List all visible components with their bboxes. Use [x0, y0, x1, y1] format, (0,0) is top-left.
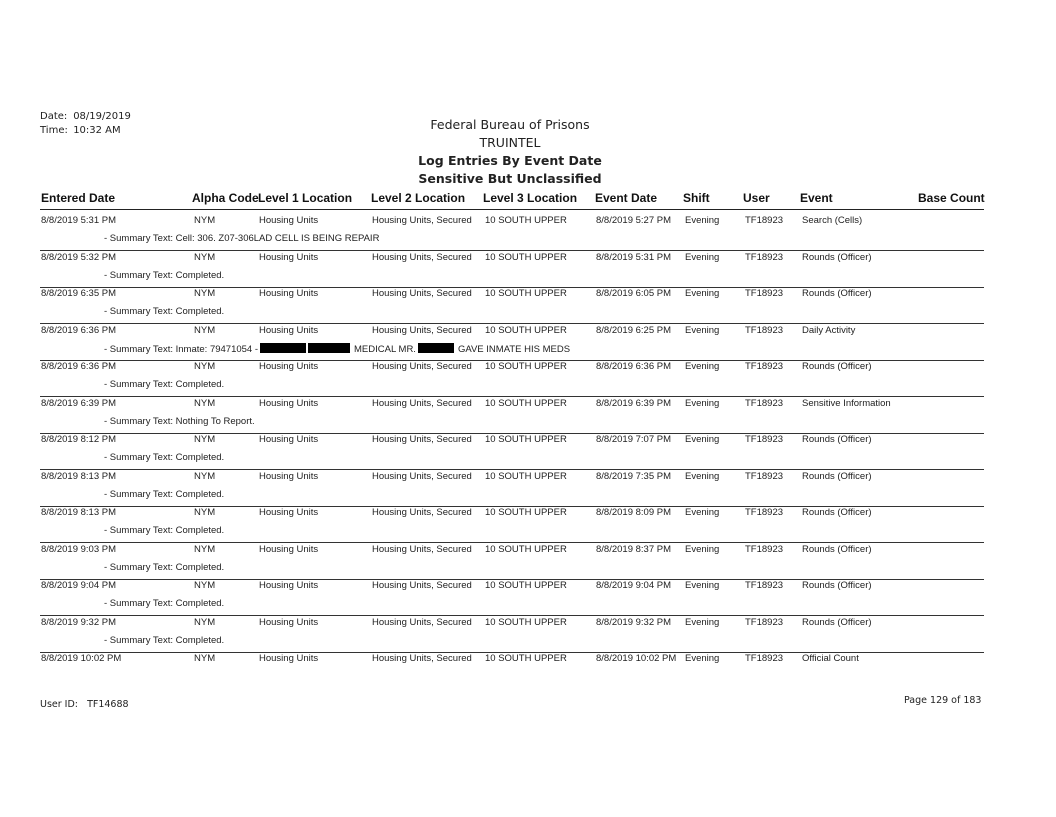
- level1-location-cell: Housing Units: [259, 507, 319, 518]
- entered-date-cell: 8/8/2019 6:39 PM: [41, 397, 116, 409]
- alpha-code-cell: NYM: [194, 397, 216, 409]
- level3-location-cell: 10 SOUTH UPPER: [485, 361, 567, 372]
- summary-text-value: - Summary Text: Completed.: [104, 561, 225, 573]
- summary-text: [104, 489, 224, 500]
- event-date-cell: 8/8/2019 10:02 PM: [596, 653, 677, 664]
- level3-location-cell: 10 SOUTH UPPER: [485, 653, 567, 664]
- summary-text: [104, 343, 570, 355]
- shift-cell: Evening: [685, 434, 720, 445]
- shift-cell: Evening: [685, 215, 720, 226]
- summary-medical-text: MEDICAL MR.: [354, 343, 416, 355]
- entered-date-cell: 8/8/2019 9:03 PM: [41, 543, 116, 555]
- user-cell: TF18923: [745, 251, 784, 263]
- level2-location-cell: Housing Units, Secured: [372, 653, 472, 664]
- col-level3-location: Level 3 Location: [483, 191, 578, 205]
- entered-date-cell: 8/8/2019 6:36 PM: [41, 361, 116, 372]
- level3-location-cell: 10 SOUTH UPPER: [485, 543, 567, 555]
- entered-date-cell: 8/8/2019 5:32 PM: [41, 251, 116, 263]
- entered-date-cell: 8/8/2019 9:32 PM: [41, 616, 116, 628]
- col-base-count: Base Count: [918, 191, 985, 205]
- event-date-cell: 8/8/2019 9:32 PM: [596, 616, 671, 628]
- user-cell: TF18923: [745, 397, 784, 409]
- title-classification: Sensitive But Unclassified: [418, 171, 602, 186]
- event-date-cell: 8/8/2019 6:25 PM: [596, 324, 671, 336]
- report-title: [300, 116, 720, 188]
- level2-location-cell: Housing Units, Secured: [372, 251, 472, 263]
- summary-text: [104, 525, 224, 536]
- level1-location-cell: Housing Units: [259, 434, 319, 445]
- entered-date-cell: 8/8/2019 5:31 PM: [41, 215, 116, 226]
- level3-location-cell: 10 SOUTH UPPER: [485, 616, 567, 628]
- summary-text-value: - Summary Text: Completed.: [104, 306, 225, 317]
- shift-cell: Evening: [685, 616, 720, 628]
- shift-cell: Evening: [685, 580, 720, 591]
- entered-date-cell: 8/8/2019 6:36 PM: [41, 324, 116, 336]
- event-date-cell: 8/8/2019 8:37 PM: [596, 543, 671, 555]
- level3-location-cell: 10 SOUTH UPPER: [485, 580, 567, 591]
- redaction-block: [260, 343, 306, 353]
- page-number: Page 129 of 183: [904, 695, 982, 706]
- entered-date-cell: 8/8/2019 10:02 PM: [41, 653, 122, 664]
- shift-cell: Evening: [685, 397, 720, 409]
- shift-cell: Evening: [685, 288, 720, 299]
- time-label: Time:: [40, 125, 68, 136]
- redaction-block: [418, 343, 454, 353]
- level3-location-cell: 10 SOUTH UPPER: [485, 215, 567, 226]
- date-value: 08/19/2019: [73, 111, 131, 122]
- time-value: 10:32 AM: [73, 125, 121, 136]
- shift-cell: Evening: [685, 324, 720, 336]
- level2-location-cell: Housing Units, Secured: [372, 397, 472, 409]
- event-cell: Rounds (Officer): [802, 507, 872, 518]
- col-event-date: Event Date: [595, 191, 658, 205]
- user-cell: TF18923: [745, 580, 784, 591]
- alpha-code-cell: NYM: [194, 543, 216, 555]
- event-date-cell: 8/8/2019 5:27 PM: [596, 215, 671, 226]
- event-date-cell: 8/8/2019 6:05 PM: [596, 288, 671, 299]
- event-date-cell: 8/8/2019 6:39 PM: [596, 397, 671, 409]
- summary-text-value: - Summary Text: Inmate: 79471054 -: [104, 343, 259, 355]
- user-cell: TF18923: [745, 543, 784, 555]
- level2-location-cell: Housing Units, Secured: [372, 288, 472, 299]
- alpha-code-cell: NYM: [194, 507, 216, 518]
- footer-user-value: TF14688: [87, 699, 129, 710]
- summary-text-value: - Summary Text: Completed.: [104, 525, 225, 536]
- level1-location-cell: Housing Units: [259, 543, 319, 555]
- alpha-code-cell: NYM: [194, 616, 216, 628]
- summary-text: [104, 233, 379, 244]
- level2-location-cell: Housing Units, Secured: [372, 616, 472, 628]
- summary-text-value: - Summary Text: Completed.: [104, 488, 225, 500]
- redaction-block: [308, 343, 350, 353]
- summary-text: [104, 306, 224, 317]
- alpha-code-cell: NYM: [194, 434, 216, 445]
- col-entered-date: Entered Date: [41, 191, 116, 205]
- summary-text-value: - Summary Text: Cell: 306. Z07-306LAD CELL IS BEING REPAIR: [104, 233, 380, 244]
- shift-cell: Evening: [685, 361, 720, 372]
- summary-text: [104, 452, 224, 463]
- date-label: Date:: [40, 111, 68, 122]
- shift-cell: Evening: [685, 543, 720, 555]
- summary-text-value: - Summary Text: Completed.: [104, 379, 225, 390]
- level1-location-cell: Housing Units: [259, 397, 319, 409]
- summary-text-value: - Summary Text: Completed.: [104, 269, 225, 281]
- title-system: TRUINTEL: [479, 135, 541, 150]
- summary-text: [104, 562, 224, 573]
- user-cell: TF18923: [745, 215, 784, 226]
- shift-cell: Evening: [685, 470, 720, 482]
- event-cell: Daily Activity: [802, 324, 856, 336]
- event-date-cell: 8/8/2019 7:35 PM: [596, 470, 671, 482]
- col-shift: Shift: [683, 191, 710, 205]
- alpha-code-cell: NYM: [194, 361, 216, 372]
- level2-location-cell: Housing Units, Secured: [372, 215, 472, 226]
- shift-cell: Evening: [685, 653, 720, 664]
- level3-location-cell: 10 SOUTH UPPER: [485, 324, 567, 336]
- level2-location-cell: Housing Units, Secured: [372, 324, 472, 336]
- event-date-cell: 8/8/2019 9:04 PM: [596, 580, 671, 591]
- alpha-code-cell: NYM: [194, 580, 216, 591]
- summary-text: [104, 635, 224, 646]
- level3-location-cell: 10 SOUTH UPPER: [485, 434, 567, 445]
- level2-location-cell: Housing Units, Secured: [372, 361, 472, 372]
- event-date-cell: 8/8/2019 6:36 PM: [596, 361, 671, 372]
- user-cell: TF18923: [745, 507, 784, 518]
- user-cell: TF18923: [745, 288, 784, 299]
- event-cell: Rounds (Officer): [802, 434, 872, 445]
- user-cell: TF18923: [745, 361, 784, 372]
- event-cell: Official Count: [802, 653, 859, 664]
- event-date-cell: 8/8/2019 5:31 PM: [596, 251, 671, 263]
- title-agency: Federal Bureau of Prisons: [430, 117, 590, 132]
- level2-location-cell: Housing Units, Secured: [372, 434, 472, 445]
- user-cell: TF18923: [745, 470, 784, 482]
- summary-meds-text: GAVE INMATE HIS MEDS: [457, 343, 571, 355]
- event-cell: Sensitive Information: [802, 397, 891, 409]
- level3-location-cell: 10 SOUTH UPPER: [485, 507, 567, 518]
- level3-location-cell: 10 SOUTH UPPER: [485, 397, 567, 409]
- alpha-code-cell: NYM: [194, 288, 216, 299]
- event-date-cell: 8/8/2019 7:07 PM: [596, 434, 671, 445]
- summary-text-value: - Summary Text: Completed.: [104, 598, 225, 609]
- level1-location-cell: Housing Units: [259, 361, 319, 372]
- level1-location-cell: Housing Units: [259, 653, 319, 664]
- entered-date-cell: 8/8/2019 9:04 PM: [41, 580, 116, 591]
- level1-location-cell: Housing Units: [259, 616, 319, 628]
- level3-location-cell: 10 SOUTH UPPER: [485, 288, 567, 299]
- level1-location-cell: Housing Units: [259, 324, 319, 336]
- shift-cell: Evening: [685, 251, 720, 263]
- event-cell: Rounds (Officer): [802, 580, 872, 591]
- alpha-code-cell: NYM: [194, 653, 216, 664]
- entered-date-cell: 8/8/2019 8:12 PM: [41, 434, 116, 445]
- level3-location-cell: 10 SOUTH UPPER: [485, 251, 567, 263]
- alpha-code-cell: NYM: [194, 251, 216, 263]
- entered-date-cell: 8/8/2019 8:13 PM: [41, 507, 116, 518]
- level3-location-cell: 10 SOUTH UPPER: [485, 470, 567, 482]
- summary-text: [104, 416, 255, 427]
- event-cell: Search (Cells): [802, 215, 863, 226]
- report-date: [40, 111, 131, 122]
- title-report-name: Log Entries By Event Date: [418, 153, 602, 168]
- level1-location-cell: Housing Units: [259, 215, 319, 226]
- event-cell: Rounds (Officer): [802, 543, 872, 555]
- level2-location-cell: Housing Units, Secured: [372, 543, 472, 555]
- report-time: [40, 125, 121, 136]
- event-cell: Rounds (Officer): [802, 251, 872, 263]
- header-rule: [40, 209, 984, 210]
- footer-user-label: User ID:: [40, 699, 78, 710]
- event-cell: Rounds (Officer): [802, 361, 872, 372]
- event-date-cell: 8/8/2019 8:09 PM: [596, 507, 671, 518]
- alpha-code-cell: NYM: [194, 215, 216, 226]
- col-level2-location: Level 2 Location: [371, 191, 466, 205]
- summary-text-value: - Summary Text: Completed.: [104, 452, 225, 463]
- level1-location-cell: Housing Units: [259, 288, 319, 299]
- user-cell: TF18923: [745, 434, 784, 445]
- col-level1-location: Level 1 Location: [258, 191, 353, 205]
- user-cell: TF18923: [745, 324, 784, 336]
- event-cell: Rounds (Officer): [802, 470, 872, 482]
- footer-user-id: [40, 699, 129, 710]
- shift-cell: Evening: [685, 507, 720, 518]
- summary-text: [104, 270, 224, 281]
- user-cell: TF18923: [745, 653, 784, 664]
- summary-text-value: - Summary Text: Completed.: [104, 634, 225, 646]
- event-cell: Rounds (Officer): [802, 288, 872, 299]
- alpha-code-cell: NYM: [194, 470, 216, 482]
- level2-location-cell: Housing Units, Secured: [372, 470, 472, 482]
- event-cell: Rounds (Officer): [802, 616, 872, 628]
- summary-text-value: - Summary Text: Nothing To Report.: [104, 415, 255, 427]
- col-event: Event: [800, 191, 833, 205]
- col-user: User: [743, 191, 770, 205]
- level2-location-cell: Housing Units, Secured: [372, 580, 472, 591]
- level1-location-cell: Housing Units: [259, 251, 319, 263]
- col-alpha-code: Alpha Code: [192, 191, 259, 205]
- alpha-code-cell: NYM: [194, 324, 216, 336]
- entered-date-cell: 8/8/2019 6:35 PM: [41, 288, 116, 299]
- level1-location-cell: Housing Units: [259, 580, 319, 591]
- user-cell: TF18923: [745, 616, 784, 628]
- level2-location-cell: Housing Units, Secured: [372, 507, 472, 518]
- summary-text: [104, 598, 224, 609]
- summary-text: [104, 379, 224, 390]
- entered-date-cell: 8/8/2019 8:13 PM: [41, 470, 116, 482]
- level1-location-cell: Housing Units: [259, 470, 319, 482]
